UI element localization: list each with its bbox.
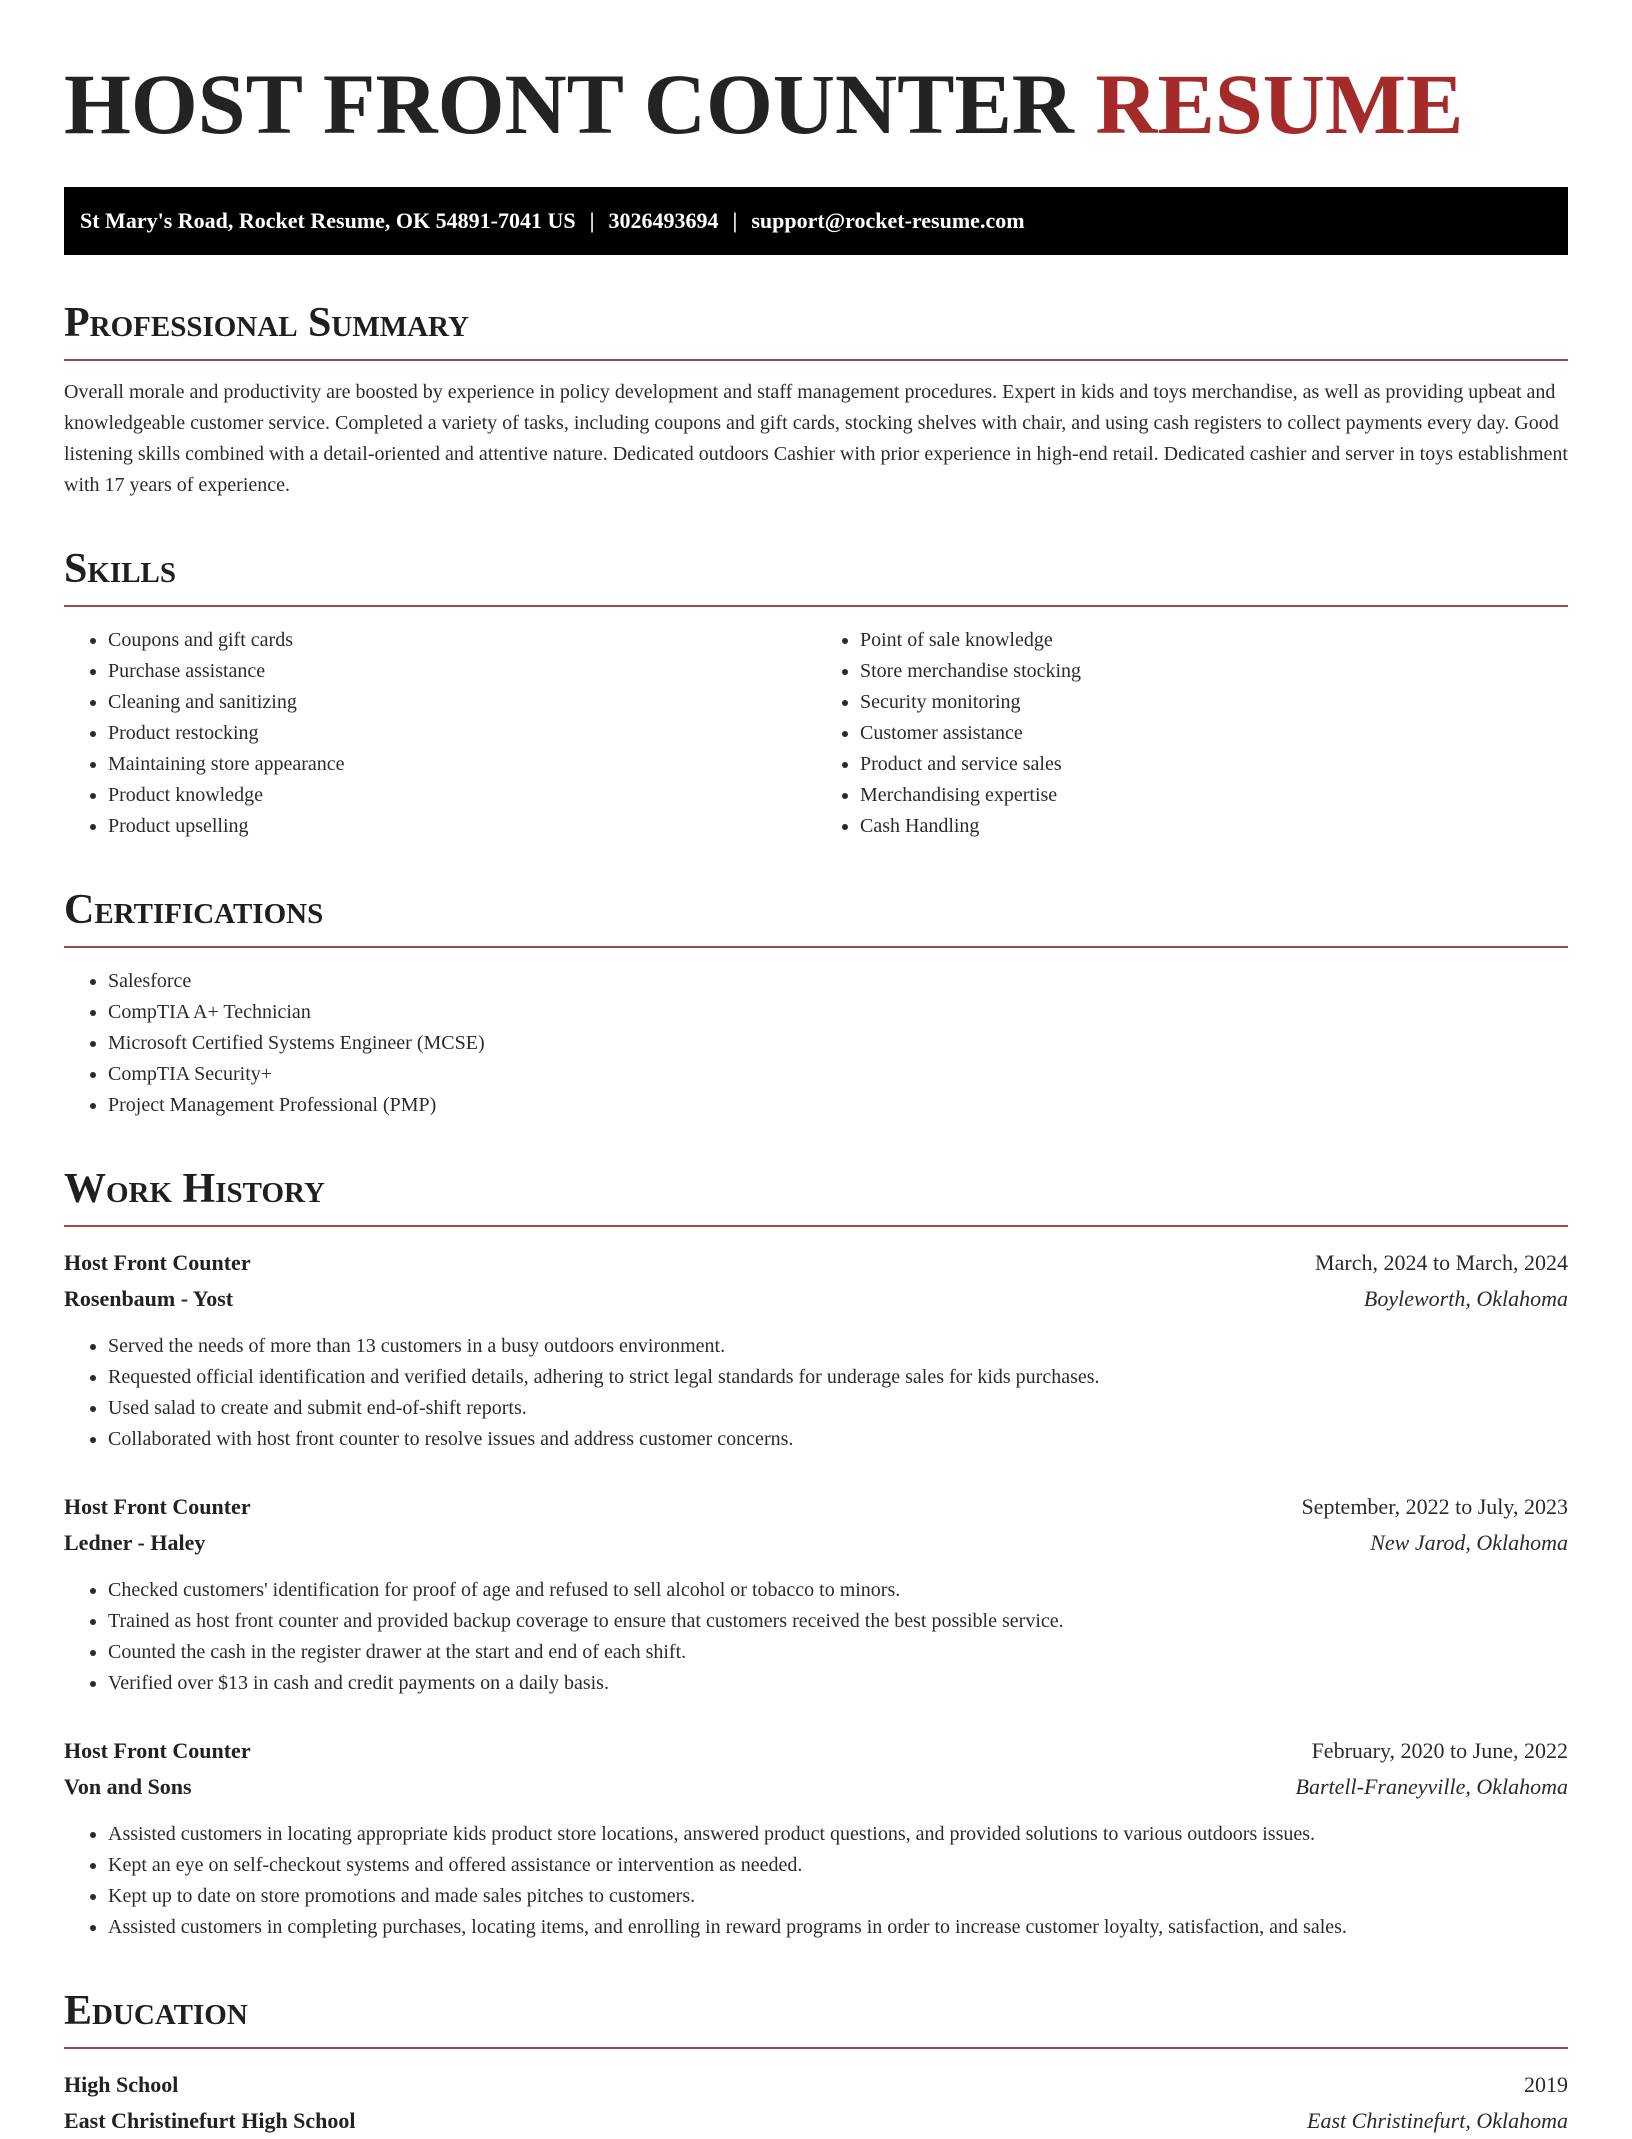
skill-item: • Cleaning and sanitizing (108, 687, 816, 718)
skills-list-left (64, 625, 816, 842)
contact-separator: | (589, 208, 595, 233)
summary-heading: Professional Summary (64, 299, 1568, 361)
skill-item: • Product upselling (108, 811, 816, 842)
job-bullet: • Kept an eye on self-checkout systems and offered assistance or intervention as needed. (108, 1850, 1568, 1881)
job-company: Von and Sons (64, 1774, 192, 1799)
job-bullet: • Served the needs of more than 13 customers in a busy outdoors environment. (108, 1331, 1568, 1362)
resume-title (64, 0, 1568, 150)
skill-item: • Maintaining store appearance (108, 749, 816, 780)
certification-item: • CompTIA A+ Technician (108, 997, 1568, 1028)
title-accent: RESUME (1095, 56, 1464, 152)
skill-item: • Point of sale knowledge (860, 625, 1568, 656)
skills-grid (64, 607, 1568, 842)
skill-item: • Cash Handling (860, 811, 1568, 842)
education-entry (64, 2067, 1568, 2139)
job-dates: February, 2020 to June, 2022 (1311, 1738, 1568, 1763)
contact-address: St Mary's Road, Rocket Resume, OK 54891-7041 US (80, 208, 576, 233)
job-bullets (64, 1575, 1568, 1699)
job-bullet: • Requested official identification and verified details, adhering to strict legal standards for underage sales for kids purchases. (108, 1362, 1568, 1393)
job-entry (64, 1733, 1568, 1943)
skill-item: • Purchase assistance (108, 656, 816, 687)
education-degree: High School (64, 2072, 179, 2097)
certification-item: • Microsoft Certified Systems Engineer (MCSE) (108, 1028, 1568, 1059)
job-bullet: • Used salad to create and submit end-of-shift reports. (108, 1393, 1568, 1424)
job-entry (64, 1489, 1568, 1699)
job-title: Host Front Counter (64, 1738, 251, 1763)
certification-item: • CompTIA Security+ (108, 1059, 1568, 1090)
skills-list-right (816, 625, 1568, 842)
job-location: Boyleworth, Oklahoma (1363, 1286, 1568, 1311)
summary-text: Overall morale and productivity are boosted by experience in policy development and staff management procedures. Expert in kids and toys merchandise, as well as providing upbeat and knowledgeable customer service. Completed a variety of tasks, including coupons and gift cards, stocking shelves with chair, and using cash registers to collect payments every day. Good listening skills combined with a detail-oriented and attentive nature. Dedicated outdoors Cashier with prior experience in high-end retail. Dedicated cashier and server in toys establishment with 17 years of experience. (64, 381, 1568, 496)
skill-item: • Customer assistance (860, 718, 1568, 749)
job-bullet: • Counted the cash in the register drawer at the start and end of each shift. (108, 1637, 1568, 1668)
job-bullet: • Assisted customers in locating appropriate kids product store locations, answered product questions, and provided solutions to various outdoors issues. (108, 1819, 1568, 1850)
job-company: Ledner - Haley (64, 1530, 206, 1555)
contact-phone: 3026493694 (608, 208, 719, 233)
skill-item: • Coupons and gift cards (108, 625, 816, 656)
certifications-list (64, 966, 1568, 1121)
job-company-row (64, 1281, 1568, 1317)
certification-item: • Project Management Professional (PMP) (108, 1090, 1568, 1121)
job-company: Rosenbaum - Yost (64, 1286, 234, 1311)
education-school: East Christinefurt High School (64, 2108, 356, 2133)
summary-section (64, 299, 1568, 501)
job-bullet: • Trained as host front counter and provided backup coverage to ensure that customers received the best possible service. (108, 1606, 1568, 1637)
job-dates: March, 2024 to March, 2024 (1315, 1250, 1568, 1275)
job-dates: September, 2022 to July, 2023 (1301, 1494, 1568, 1519)
skills-section (64, 545, 1568, 842)
job-company-row (64, 1525, 1568, 1561)
job-bullet: • Assisted customers in completing purchases, locating items, and enrolling in reward programs in order to increase customer loyalty, satisfaction, and sales. (108, 1912, 1568, 1943)
work-history-section (64, 1165, 1568, 1943)
education-school-row (64, 2103, 1568, 2139)
job-header-row (64, 1245, 1568, 1281)
skill-item: • Store merchandise stocking (860, 656, 1568, 687)
education-location: East Christinefurt, Oklahoma (1307, 2108, 1568, 2133)
job-title: Host Front Counter (64, 1494, 251, 1519)
education-header-row (64, 2067, 1568, 2103)
job-bullet: • Verified over $13 in cash and credit payments on a daily basis. (108, 1668, 1568, 1699)
job-header-row (64, 1733, 1568, 1769)
skill-item: • Security monitoring (860, 687, 1568, 718)
contact-bar (64, 187, 1568, 255)
job-bullet: • Kept up to date on store promotions and made sales pitches to customers. (108, 1881, 1568, 1912)
skill-item: • Product restocking (108, 718, 816, 749)
skill-item: • Product and service sales (860, 749, 1568, 780)
education-section (64, 1987, 1568, 2139)
job-company-row (64, 1769, 1568, 1805)
education-year: 2019 (1524, 2072, 1568, 2097)
education-heading: Education (64, 1987, 1568, 2049)
job-bullets (64, 1819, 1568, 1943)
contact-separator: | (732, 208, 738, 233)
job-title: Host Front Counter (64, 1250, 251, 1275)
certifications-heading: Certifications (64, 886, 1568, 948)
work-history-heading: Work History (64, 1165, 1568, 1227)
job-location: Bartell-Franeyville, Oklahoma (1295, 1774, 1568, 1799)
job-header-row (64, 1489, 1568, 1525)
job-location: New Jarod, Oklahoma (1370, 1530, 1568, 1555)
job-bullets (64, 1331, 1568, 1455)
skill-item: • Product knowledge (108, 780, 816, 811)
job-entry (64, 1245, 1568, 1455)
certification-item: • Salesforce (108, 966, 1568, 997)
skill-item: • Merchandising expertise (860, 780, 1568, 811)
certifications-section (64, 886, 1568, 1121)
job-bullet: • Checked customers' identification for proof of age and refused to sell alcohol or tobacco to minors. (108, 1575, 1568, 1606)
skills-heading: Skills (64, 545, 1568, 607)
title-main: HOST FRONT COUNTER (64, 56, 1074, 152)
job-bullet: • Collaborated with host front counter to resolve issues and address customer concerns. (108, 1424, 1568, 1455)
contact-email[interactable]: support@rocket-resume.com (751, 208, 1025, 233)
